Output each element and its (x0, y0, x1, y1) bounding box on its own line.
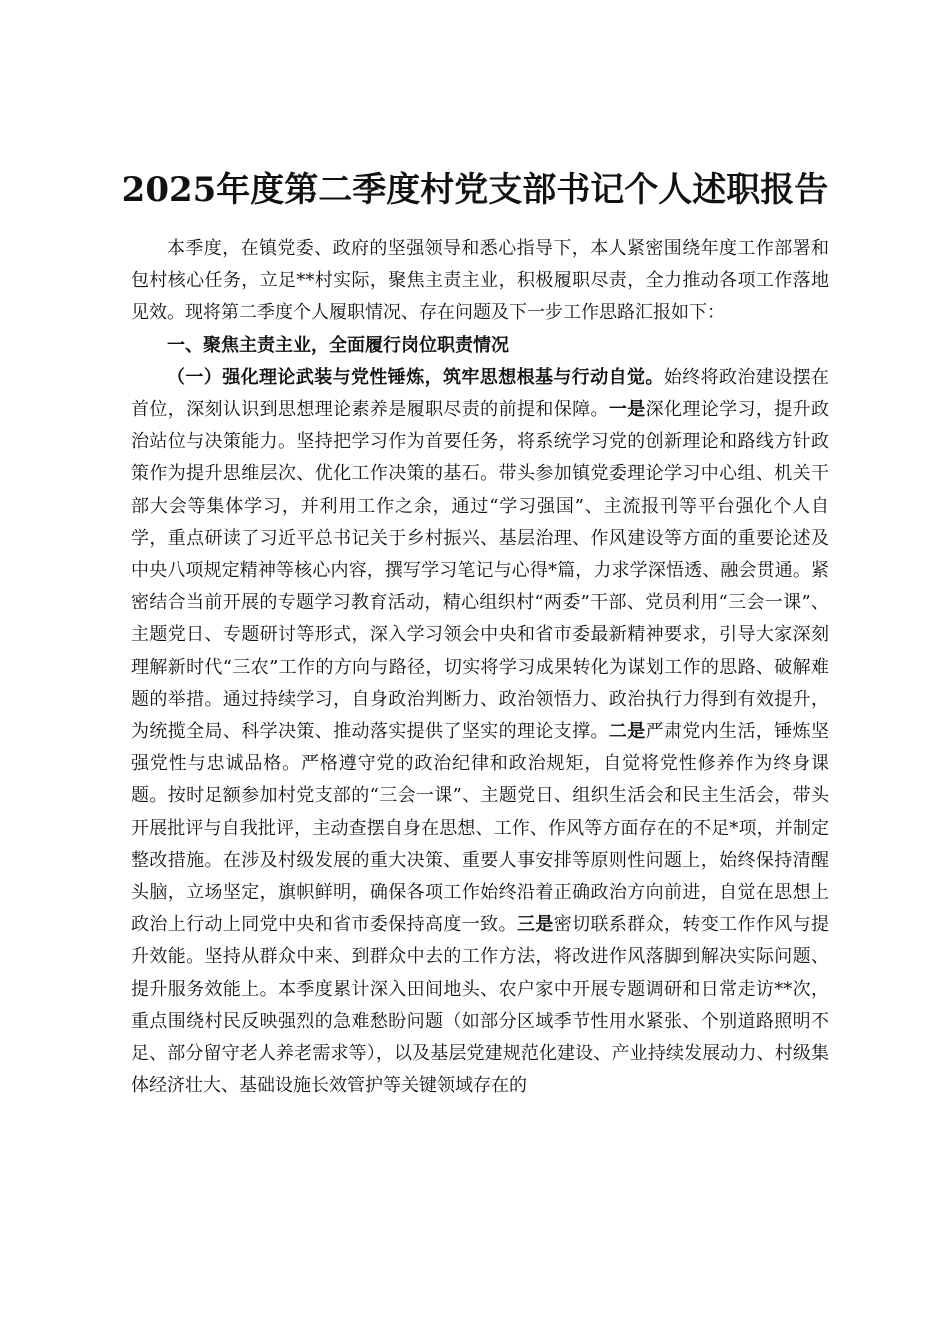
sub-section-text: 始终将政治建设摆在首位，深刻认识到思想理论素养是履职尽责的前提和保障。 (131, 366, 830, 421)
section-heading: 一、聚焦主责主业，全面履行岗位职责情况 (167, 334, 509, 356)
document-body (131, 233, 829, 1102)
sub-section-paragraph (131, 362, 829, 1103)
point-text-3: 密切联系群众，转变工作作风与提升效能。坚持从群众中来、到群众中去的工作方法，将改进作风落脚到解决实际问题、提升服务效能上。本季度累计深入田间地头、农户家中开展专题调研和日常走访**次，重点围绕村民反映强烈的急难愁盼问题（如部分区域季节性用水紧张、个别道路照明不足、部分留守老人养老需求等），以及基层党建规范化建设、产业持续发展动力、村级集体经济壮大、基础设施长效管护等关键领域存在的 (131, 914, 830, 1097)
point-label-2: 二是 (608, 721, 646, 743)
intro-paragraph: 本季度，在镇党委、政府的坚强领导和悉心指导下，本人紧密围绕年度工作部署和包村核心任务，立足**村实际，聚焦主责主业，积极履职尽责，全力推动各项工作落地见效。现将第二季度个人履职情况、存在问题及下一步工作思路汇报如下： (131, 238, 829, 324)
point-text-1: 深化理论学习，提升政治站位与决策能力。坚持把学习作为首要任务，将系统学习党的创新理论和路线方针政策作为提升思维层次、优化工作决策的基石。带头参加镇党委理论学习中心组、机关干部大会等集体学习，并利用工作之余，通过“学习强国”、主流报刊等平台强化个人自学，重点研读了习近平总书记关于乡村振兴、基层治理、作风建设等方面的重要论述及中央八项规定精神等核心内容，撰写学习笔记与心得*篇，力求学深悟透、融会贯通。紧密结合当前开展的专题学习教育活动，精心组织村“两委”干部、党员利用“三会一课”、主题党日、专题研讨等形式，深入学习领会中央和省市委最新精神要求，引导大家深刻理解新时代“三农”工作的方向与路径，切实将学习成果转化为谋划工作的思路、破解难题的举措。通过持续学习，自身政治判断力、政治领悟力、政治执行力得到有效提升，为统揽全局、科学决策、推动落实提供了坚实的理论支撑。 (131, 399, 830, 743)
point-label-3: 三是 (516, 914, 554, 936)
document-title: 2025年度第二季度村党支部书记个人述职报告 (121, 170, 829, 210)
point-text-2: 严肃党内生活，锤炼坚强党性与忠诚品格。严格遵守党的政治纪律和政治规矩，自觉将党性修养作为终身课题。按时足额参加村党支部的“三会一课”、主题党日、组织生活会和民主生活会，带头开展批评与自我批评，主动查摆自身在思想、工作、作风等方面存在的不足*项，并制定整改措施。在涉及村级发展的重大决策、重要人事安排等原则性问题上，始终保持清醒头脑，立场坚定，旗帜鲜明，确保各项工作始终沿着正确政治方向前进，自觉在思想上政治上行动上同党中央和省市委保持高度一致。 (131, 721, 830, 936)
point-label-1: 一是 (608, 399, 646, 421)
sub-section-heading: （一）强化理论武装与党性锤炼，筑牢思想根基与行动自觉。 (167, 366, 664, 388)
